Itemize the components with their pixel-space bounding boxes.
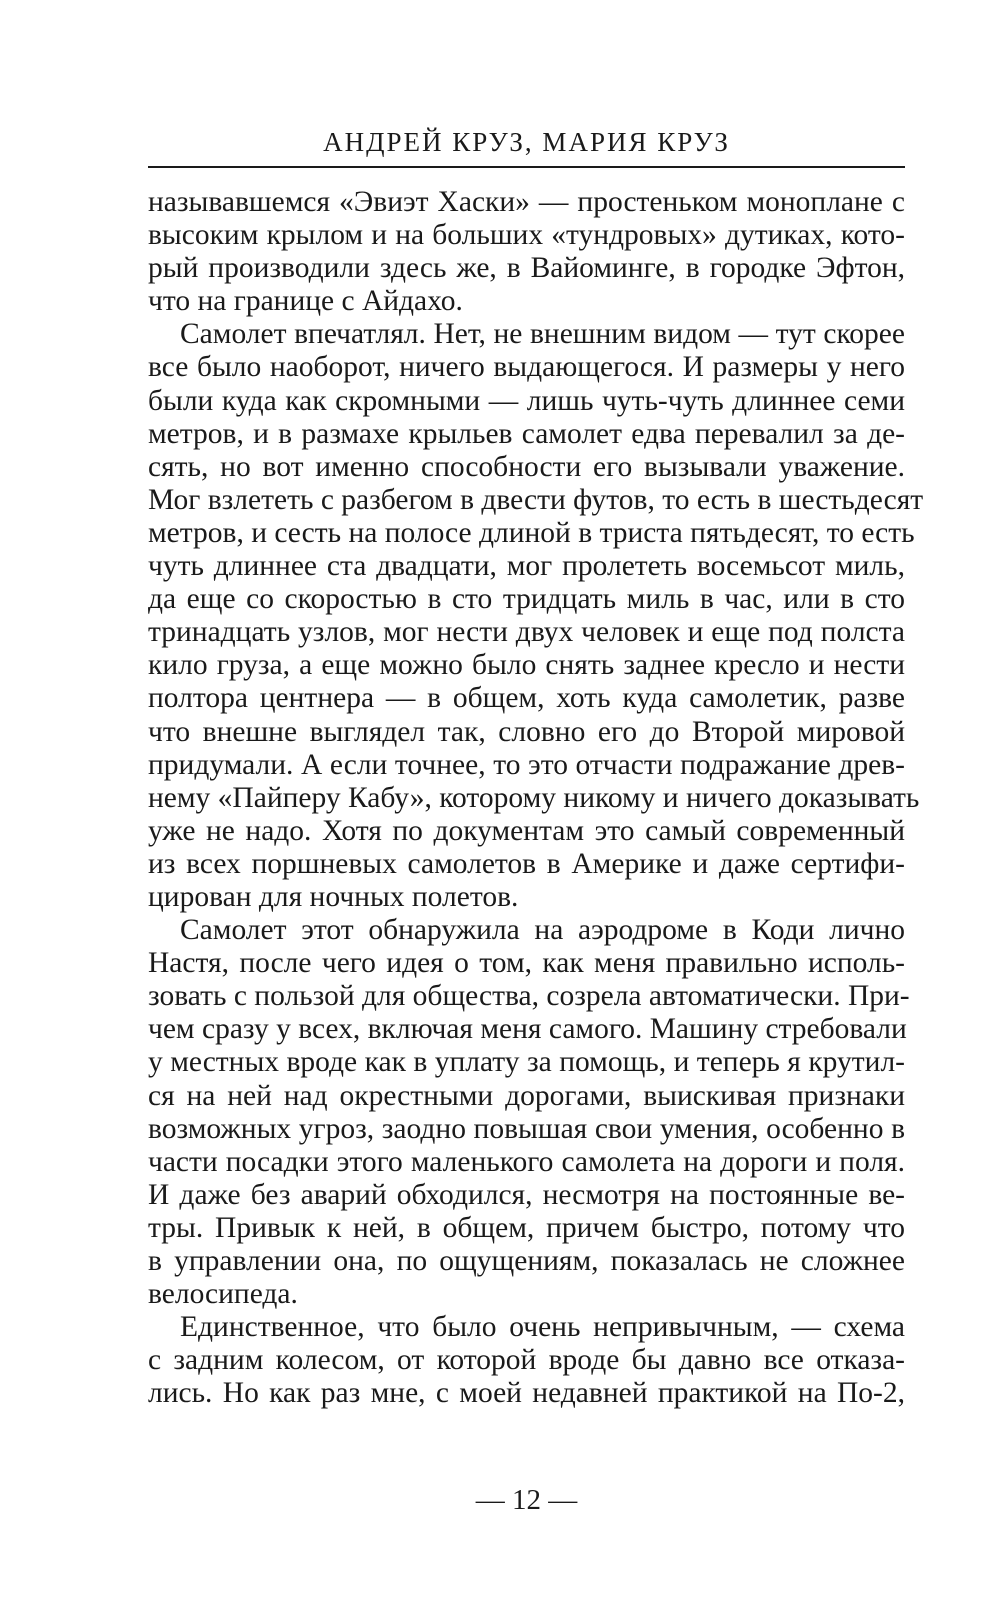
text-line: уже не надо. Хотя по документам это самый современный [148, 814, 905, 847]
text-line: придумали. А если точнее, то это отчасти подражание древ- [148, 748, 905, 781]
text-line: были куда как скромными — лишь чуть-чуть длиннее семи [148, 384, 905, 417]
text-line: нему «Пайперу Кабу», которому никому и ничего доказывать [148, 781, 920, 814]
text-line: называвшемся «Эвиэт Хаски» — простеньком моноплане с [148, 186, 905, 218]
text-line: цирован для ночных полетов. [148, 880, 519, 913]
text-line: высоким крылом и на больших «тундровых» дутиках, кото- [148, 219, 905, 252]
text-line: возможных угроз, заодно повышая свои умения, особенно в [148, 1112, 905, 1145]
page-text [148, 186, 924, 1410]
text-line: рый производили здесь же, в Вайоминге, в городке Эфтон, [148, 252, 905, 285]
text-line: кило груза, а еще можно было снять заднее кресло и нести [148, 649, 905, 682]
text-line: тры. Привык к ней, в общем, причем быстро, потому что [148, 1211, 905, 1244]
text-line: тринадцать узлов, мог нести двух человек и еще под полста [148, 616, 905, 649]
text-line: чуть длиннее ста двадцати, мог пролететь восемьсот миль, [148, 550, 905, 583]
text-line: Настя, после чего идея о том, как меня правильно исполь- [148, 947, 905, 980]
text-line: зовать с пользой для общества, созрела автоматически. При- [148, 980, 910, 1013]
text-line: лись. Но как раз мне, с моей недавней практикой на По-2, [148, 1377, 905, 1410]
text-line: ся на ней над окрестными дорогами, выискивая признаки [148, 1079, 905, 1112]
text-line: да еще со скоростью в сто тридцать миль в час, или в сто [148, 583, 905, 616]
page-number: — 12 — [475, 1484, 578, 1516]
text-line: сять, но вот именно способности его вызывали уважение. [148, 450, 905, 483]
text-line: велосипеда. [148, 1278, 298, 1311]
paragraph-start-line: Самолет этот обнаружила на аэродроме в Коди лично [180, 914, 905, 947]
text-line: из всех поршневых самолетов в Америке и даже сертифи- [148, 847, 905, 880]
running-header [148, 118, 905, 168]
running-title: АНДРЕЙ КРУЗ, МАРИЯ КРУЗ [323, 127, 730, 157]
text-line: чем сразу у всех, включая меня самого. Машину стребовали [148, 1013, 907, 1046]
paragraph-start-line: Единственное, что было очень непривычным, — схема [180, 1311, 905, 1344]
text-line: метров, и сесть на полосе длиной в триста пятьдесят, то есть [148, 516, 915, 549]
text-line: Мог взлететь с разбегом в двести футов, то есть в шестьдесят [148, 483, 924, 516]
text-line: что на границе с Айдахо. [148, 285, 463, 318]
text-line: И даже без аварий обходился, несмотря на постоянные ве- [148, 1178, 905, 1211]
text-line: все было наоборот, ничего выдающегося. И размеры у него [148, 351, 905, 384]
paragraph-start-line: Самолет впечатлял. Нет, не внешним видом — тут скорее [180, 318, 905, 351]
page-footer [148, 1484, 905, 1517]
text-line: у местных вроде как в уплату за помощь, и теперь я крутил- [148, 1046, 905, 1079]
text-line: что внешне выглядел так, словно его до Второй мировой [148, 715, 905, 748]
text-line: с задним колесом, от которой вроде бы давно все отказа- [148, 1344, 905, 1377]
text-line: метров, и в размахе крыльев самолет едва перевалил за де- [148, 417, 905, 450]
text-line: части посадки этого маленького самолета на дороги и поля. [148, 1145, 905, 1178]
text-line: в управлении она, по ощущениям, показалась не сложнее [148, 1245, 905, 1277]
text-line: полтора центнера — в общем, хоть куда самолетик, разве [148, 682, 905, 715]
